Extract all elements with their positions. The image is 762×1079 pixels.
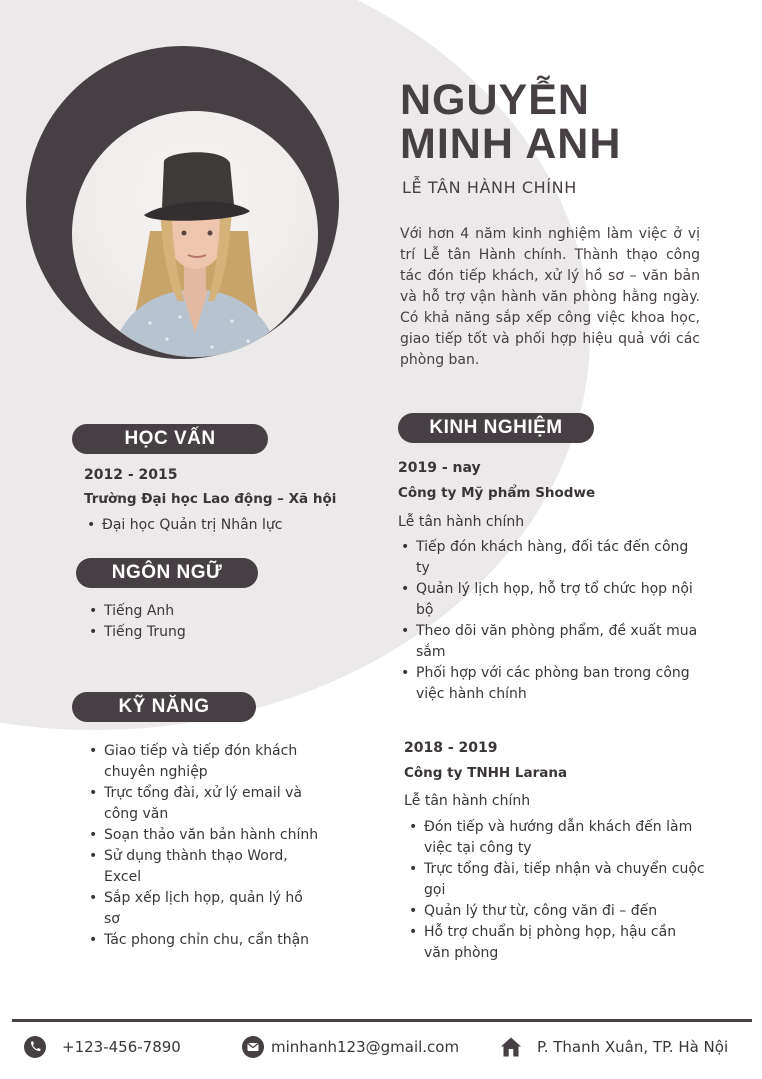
education-list xyxy=(84,515,344,536)
home-icon xyxy=(500,1036,522,1058)
list-item: • Phối hợp với các phòng ban trong công việc hành chính xyxy=(398,663,698,705)
list-item: • Trực tổng đài, tiếp nhận và chuyển cuộc gọi xyxy=(406,859,706,901)
name-line-2: MINH ANH xyxy=(400,120,622,168)
skills-list xyxy=(86,741,322,951)
name-line-1: NGUYỄN xyxy=(400,76,590,124)
profile-photo xyxy=(72,111,318,357)
list-item: • Sử dụng thành thạo Word, Excel xyxy=(86,846,322,888)
languages-heading: NGÔN NGỮ xyxy=(76,558,258,588)
list-item: • Tiếng Anh xyxy=(86,601,326,622)
languages-list xyxy=(86,601,326,643)
skills-heading: KỸ NĂNG xyxy=(72,692,256,722)
experience-heading: KINH NGHIỆM xyxy=(398,413,594,443)
job-2-duties xyxy=(406,817,706,964)
education-years: 2012 - 2015 xyxy=(84,467,178,483)
list-item: • Tác phong chỉn chu, cẩn thận xyxy=(86,930,322,951)
phone-icon xyxy=(24,1036,46,1058)
job-2-role: Lễ tân hành chính xyxy=(404,793,531,809)
footer-email[interactable]: minhanh123@gmail.com xyxy=(271,1038,460,1056)
list-item: • Tiếng Trung xyxy=(86,622,326,643)
job-title: LỄ TÂN HÀNH CHÍNH xyxy=(402,178,577,197)
list-item: • Theo dõi văn phòng phẩm, đề xuất mua sắm xyxy=(398,621,698,663)
footer-divider xyxy=(12,1019,752,1022)
email-icon xyxy=(242,1036,264,1058)
candidate-name xyxy=(400,78,621,166)
education-school: Trường Đại học Lao động – Xã hội xyxy=(84,491,337,507)
list-item: • Đón tiếp và hướng dẫn khách đến làm việc tại công ty xyxy=(406,817,706,859)
list-item: • Giao tiếp và tiếp đón khách chuyên nghiệp xyxy=(86,741,322,783)
list-item: • Soạn thảo văn bản hành chính xyxy=(86,825,322,846)
list-item: • Quản lý thư từ, công văn đi – đến xyxy=(406,901,706,922)
list-item: • Hỗ trợ chuẩn bị phòng họp, hậu cần văn phòng xyxy=(406,922,706,964)
education-heading: HỌC VẤN xyxy=(72,424,268,454)
list-item: • Tiếp đón khách hàng, đối tác đến công ty xyxy=(398,537,698,579)
job-1-role: Lễ tân hành chính xyxy=(398,514,525,530)
footer-phone: +123-456-7890 xyxy=(62,1038,181,1056)
list-item: • Sắp xếp lịch họp, quản lý hồ sơ xyxy=(86,888,322,930)
job-1-company: Công ty Mỹ phẩm Shodwe xyxy=(398,485,596,501)
footer-address: P. Thanh Xuân, TP. Hà Nội xyxy=(537,1038,729,1056)
profile-summary: Với hơn 4 năm kinh nghiệm làm việc ở vị trí Lễ tân Hành chính. Thành thạo công tác đón tiếp khách, xử lý hồ sơ – văn bản và hỗ trợ vận hành văn phòng hằng ngày. Có khả năng sắp xếp công việc khoa học, giao tiếp tốt và phối hợp hiệu quả với các phòng ban. xyxy=(400,226,700,368)
job-1-period: 2019 - nay xyxy=(398,460,481,476)
list-item: • Quản lý lịch họp, hỗ trợ tổ chức họp nội bộ xyxy=(398,579,698,621)
job-2-company: Công ty TNHH Larana xyxy=(404,765,568,781)
list-item: • Trực tổng đài, xử lý email và công văn xyxy=(86,783,322,825)
job-2-period: 2018 - 2019 xyxy=(404,740,498,756)
job-1-duties xyxy=(398,537,698,705)
profile-photo-illustration xyxy=(72,111,318,357)
list-item: • Đại học Quản trị Nhân lực xyxy=(84,515,344,536)
